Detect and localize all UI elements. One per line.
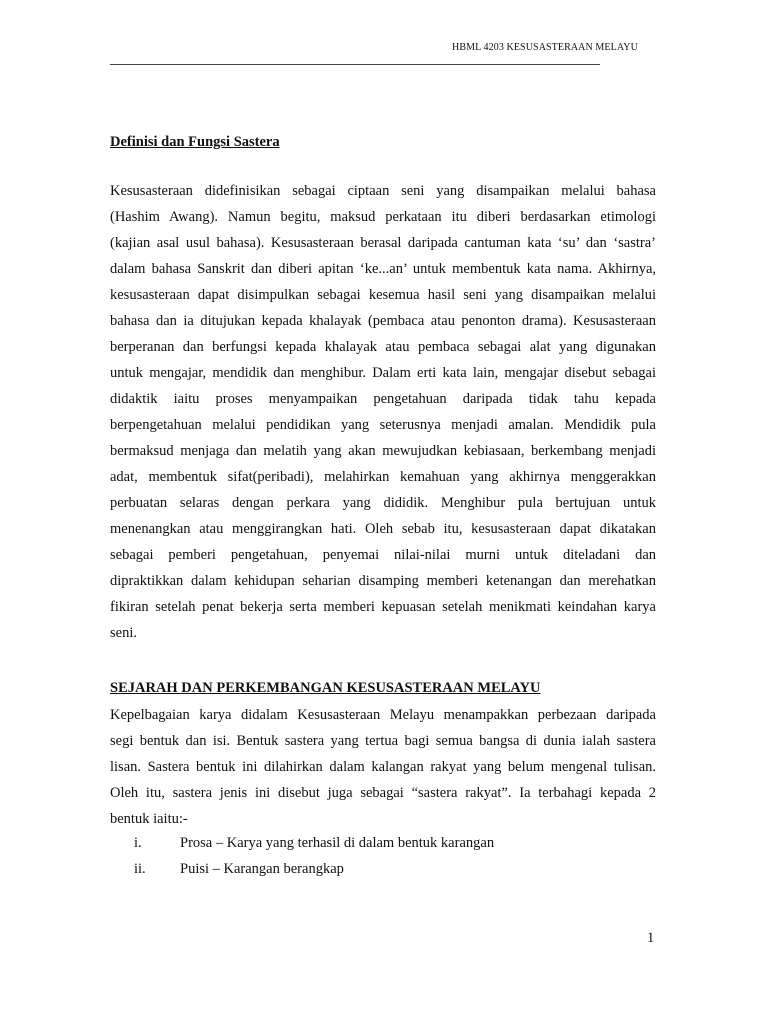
text-line: dipraktikkan dalam kehidupan seharian disamping memberi ketenangan dan merehatkan — [110, 573, 656, 589]
text-line: segi bentuk dan isi. Bentuk sastera yang tertua bagi semua bangsa di dunia ialah sastera — [110, 733, 656, 749]
list-number: ii. — [134, 861, 146, 877]
text-line: sebagai pemberi pengetahuan, penyemai nilai-nilai murni untuk diteladani dan — [110, 547, 656, 563]
text-line: perbuatan selaras dengan perkara yang dididik. Menghibur pula bertujuan untuk — [110, 495, 656, 511]
text-line: bentuk iaitu:- — [110, 811, 188, 827]
text-line: berpengetahuan melalui pendidikan yang seterusnya menjadi amalan. Mendidik pula — [110, 417, 656, 433]
section-heading-sejarah: SEJARAH DAN PERKEMBANGAN KESUSASTERAAN MELAYU — [110, 680, 541, 696]
text-line: lisan. Sastera bentuk ini dilahirkan dalam kalangan rakyat yang belum mengenal tulisan. — [110, 759, 656, 775]
text-line: adat, membentuk sifat(peribadi), melahirkan kemahuan yang akhirnya menggerakkan — [110, 469, 656, 485]
text-line: Oleh itu, sastera jenis ini disebut juga sebagai “sastera rakyat”. Ia terbahagi kepada 2 — [110, 785, 656, 801]
list-text: Puisi – Karangan berangkap — [180, 861, 344, 877]
text-line: menenangkan atau menggirangkan hati. Oleh sebab itu, kesusasteraan dapat dikatakan — [110, 521, 656, 537]
list-number: i. — [134, 835, 142, 851]
text-line: didaktik iaitu proses menyampaikan pengetahuan daripada tidak tahu kepada — [110, 391, 656, 407]
page-number: 1 — [647, 930, 655, 946]
text-line: fikiran setelah penat bekerja serta memberi kepuasan setelah menikmati keindahan karya — [110, 599, 656, 615]
text-line: bahasa dan ia ditujukan kepada khalayak (pembaca atau penonton drama). Kesusasteraan — [110, 313, 656, 329]
text-line: berperanan dan berfungsi kepada khalayak atau pembaca sebagai alat yang digunakan — [110, 339, 656, 355]
text-line: Kesusasteraan didefinisikan sebagai ciptaan seni yang disampaikan melalui bahasa — [110, 183, 656, 199]
text-line: Kepelbagaian karya didalam Kesusasteraan Melayu menampakkan perbezaan daripada — [110, 707, 656, 723]
text-line: untuk mengajar, mendidik dan menghibur. Dalam erti kata lain, mengajar disebut sebagai — [110, 365, 656, 381]
text-line: (Hashim Awang). Namun begitu, maksud perkataan itu diberi berdasarkan etimologi — [110, 209, 656, 225]
list-text: Prosa – Karya yang terhasil di dalam bentuk karangan — [180, 835, 495, 851]
section-heading-definisi: Definisi dan Fungsi Sastera — [110, 134, 280, 150]
paragraph-definisi — [110, 178, 656, 646]
header-divider — [110, 64, 600, 65]
text-line: bermaksud menjaga dan melatih yang akan mewujudkan kebiasaan, berkembang menjadi — [110, 443, 656, 459]
text-line: (kajian asal usul bahasa). Kesusasteraan berasal daripada cantuman kata ‘su’ dan ‘sastra’ — [110, 235, 656, 251]
text-line: kesusasteraan dapat disimpulkan sebagai kesemua hasil seni yang disampaikan melalui — [110, 287, 656, 303]
course-title: HBML 4203 KESUSASTERAAN MELAYU — [452, 42, 638, 53]
text-line: seni. — [110, 625, 137, 641]
text-line: dalam bahasa Sanskrit dan diberi apitan ‘ke...an’ untuk membentuk kata nama. Akhirnya, — [110, 261, 656, 277]
paragraph-sejarah — [110, 702, 656, 832]
